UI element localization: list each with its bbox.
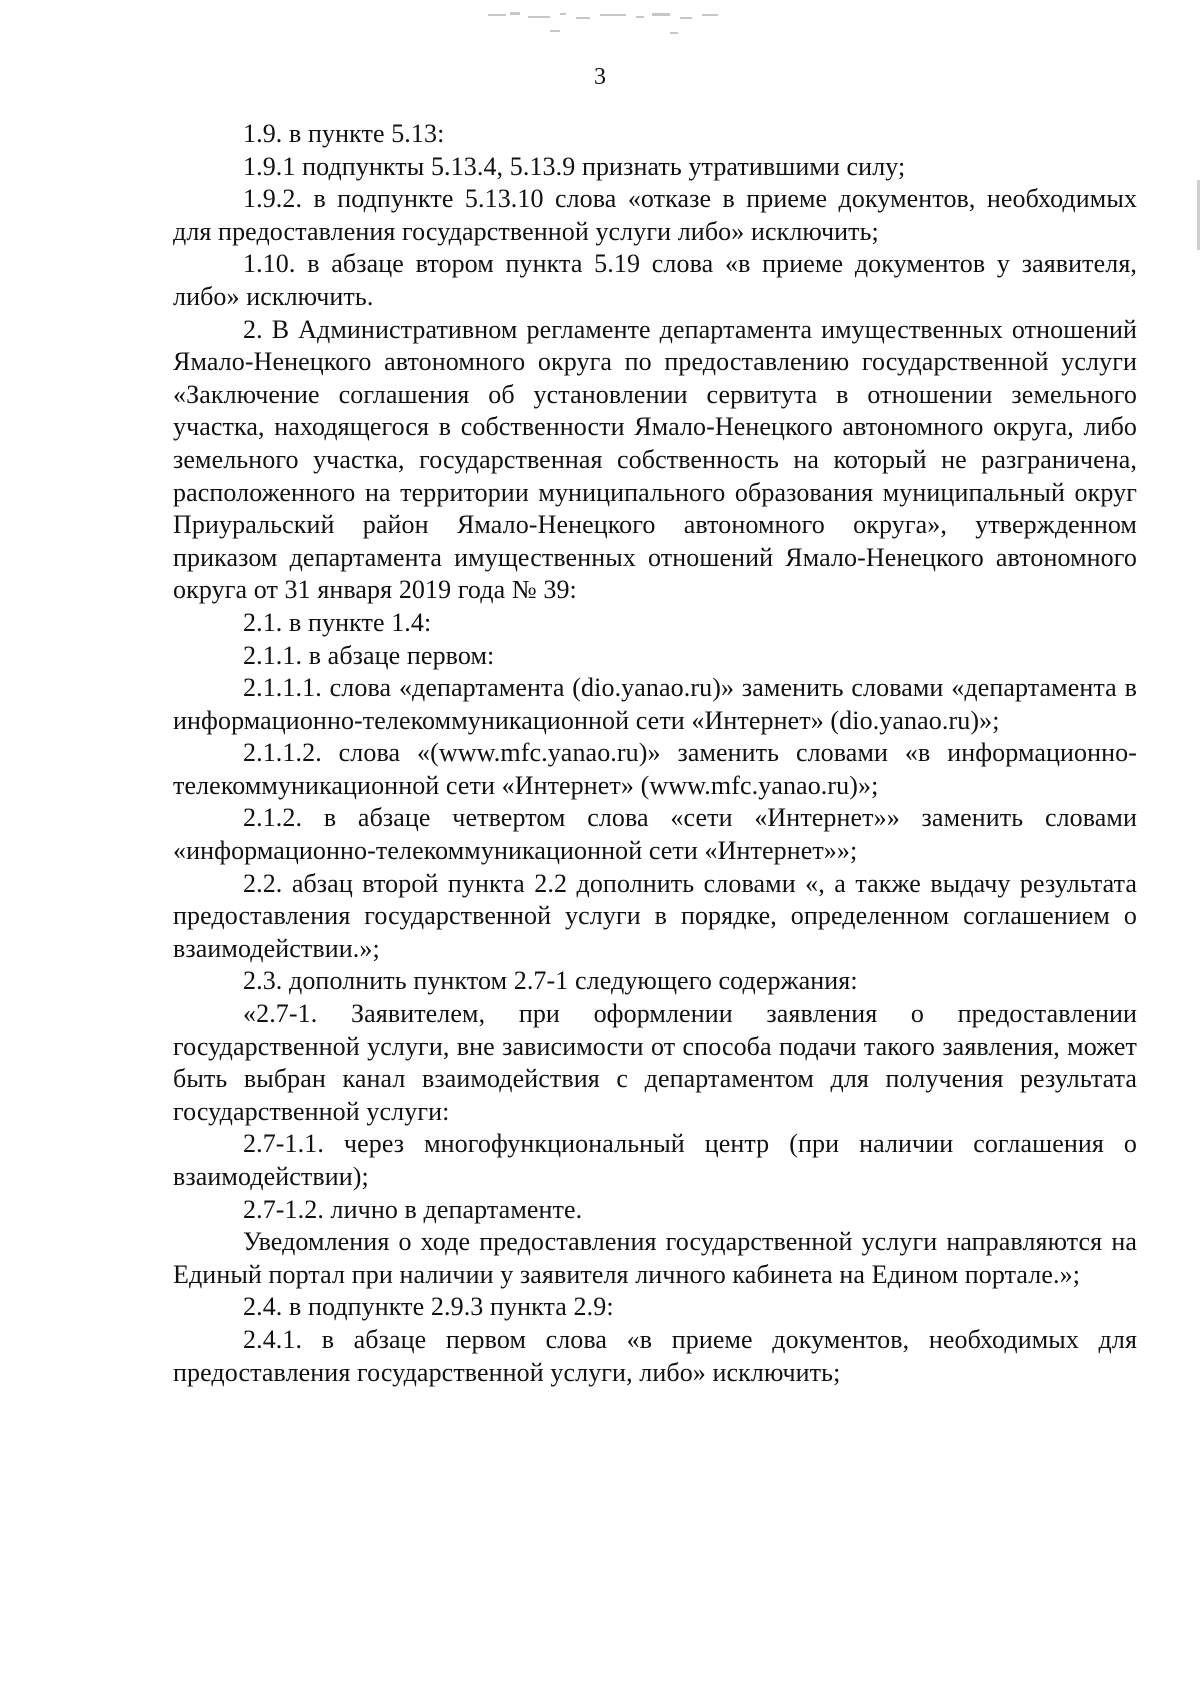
paragraph-2-7-1: «2.7-1. Заявителем, при оформлении заявления о предоставлении государственной услуги, вне зависимости от способа подачи такого заявления, может быть выбран канал взаимодействия с департаментом для получения результата государственной услуги: <box>173 999 1137 1126</box>
paragraph-2-3: 2.3. дополнить пунктом 2.7-1 следующего содержания: <box>243 966 858 996</box>
paragraph-1-9-1: 1.9.1 подпункты 5.13.4, 5.13.9 признать утратившими силу; <box>243 151 906 181</box>
paragraph-2-1-1-2: 2.1.1.2. слова «(www.mfc.yanao.ru)» заменить словами «в информационно-телекоммуникационной сети «Интернет» (www.mfc.yanao.ru)»; <box>173 738 1137 800</box>
paragraph-2-4: 2.4. в подпункте 2.9.3 пункта 2.9: <box>243 1292 614 1322</box>
paragraph-1-9: 1.9. в пункте 5.13: <box>243 119 445 148</box>
paragraph-1-9-2: 1.9.2. в подпункте 5.13.10 слова «отказе в приеме документов, необходимых для предоставления государственной услуги либо» исключить; <box>173 184 1137 246</box>
paragraph-2-1: 2.1. в пункте 1.4: <box>243 607 432 637</box>
paragraph-2-7-1-2: 2.7-1.2. лично в департаменте. <box>243 1194 583 1224</box>
scan-noise-marks <box>480 4 740 40</box>
paragraph-2-1-1: 2.1.1. в абзаце первом: <box>243 640 495 670</box>
paragraph-2-4-1: 2.4.1. в абзаце первом слова «в приеме документов, необходимых для предоставления государственной услуги, либо» исключить; <box>173 1324 1137 1387</box>
paragraph-2-2: 2.2. абзац второй пункта 2.2 дополнить словами «, а также выдачу результата предоставления государственной услуги в порядке, определенном соглашением о взаимодействии.»; <box>173 868 1137 963</box>
paragraph-2-1-1-1: 2.1.1.1. слова «департамента (dio.yanao.ru)» заменить словами «департамента в информационно-телекоммуникационной сети «Интернет» (dio.yanao.ru)»; <box>173 673 1137 735</box>
page-number: 3 <box>594 64 606 90</box>
paragraph-1-10: 1.10. в абзаце втором пункта 5.19 слова «в приеме документов у заявителя, либо» исключить. <box>173 249 1137 311</box>
paragraph-2-7-1-1: 2.7-1.1. через многофункциональный центр (при наличии соглашения о взаимодействии); <box>173 1129 1137 1191</box>
paragraph-notifications: Уведомления о ходе предоставления государственной услуги направляются на Единый портал при наличии у заявителя личного кабинета на Едином портале.»; <box>173 1227 1137 1289</box>
paragraph-2-1-2: 2.1.2. в абзаце четвертом слова «сети «Интернет»» заменить словами «информационно-телекоммуникационной сети «Интернет»»; <box>173 803 1137 866</box>
document-body <box>173 118 1137 1389</box>
paragraph-2: 2. В Административном регламенте департамента имущественных отношений Ямало-Ненецкого автономного округа по предоставлению государственной услуги «Заключение соглашения об установлении сервитута в отношении земельного участка, находящегося в собственности Ямало-Ненецкого автономного округа, либо земельного участка, государственная собственность на который не разграничена, расположенного на территории муниципального образования муниципальный округ Приуральский район Ямало-Ненецкого автономного округа», утвержденном приказом департамента имущественных отношений Ямало-Ненецкого автономного округа от 31 января 2019 года № 39: <box>173 314 1137 605</box>
